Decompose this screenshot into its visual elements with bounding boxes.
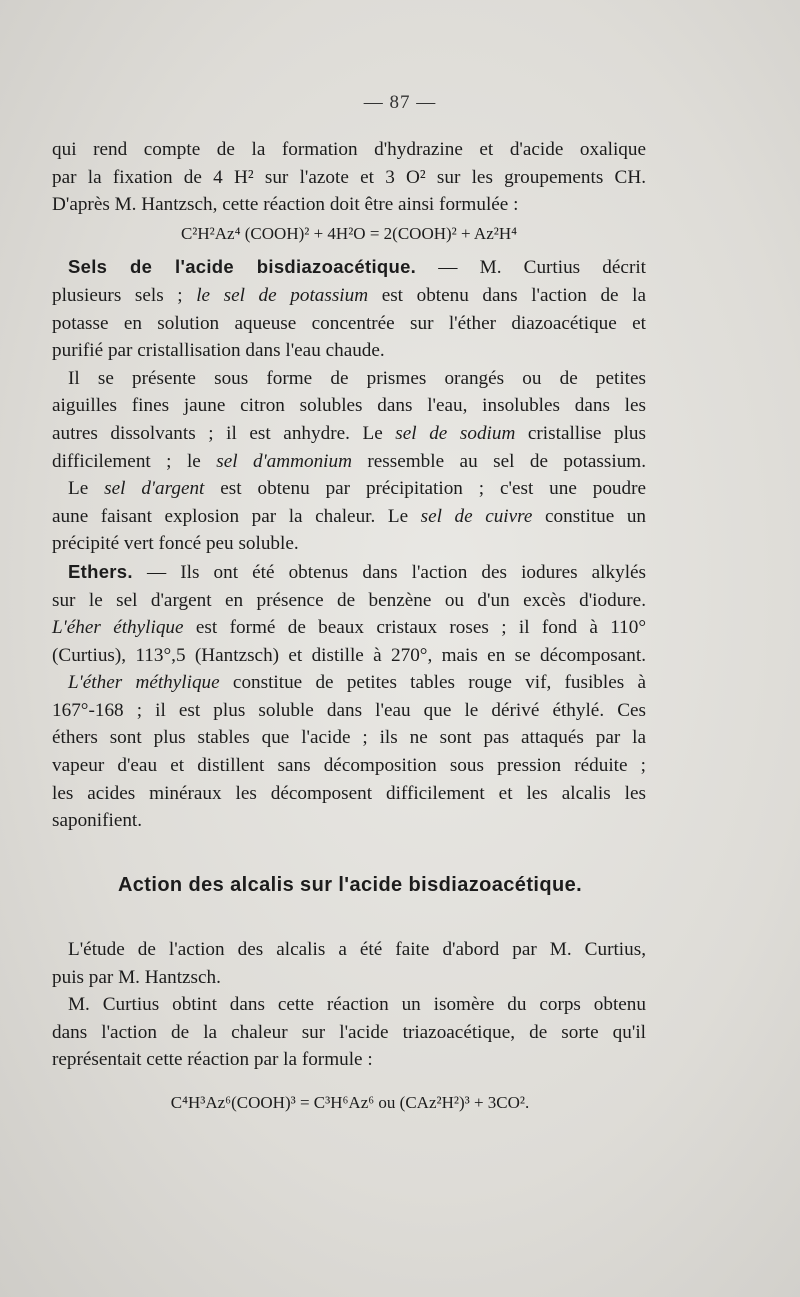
text-line: puis par M. Hantzsch. <box>52 966 221 988</box>
text-line: M. Curtius obtint dans cette réaction un isomère du corps obtenu <box>68 994 646 1016</box>
text-line: (Curtius), 113°,5 (Hantzsch) et distille à 270°, mais en se décomposant. <box>52 644 646 666</box>
text-line: aune faisant explosion par la chaleur. Le sel de cuivre constitue un <box>52 505 647 527</box>
text-line: autres dissolvants ; il est anhydre. Le sel de sodium cristallise plus <box>52 422 646 444</box>
text-line: potasse en solution aqueuse concentrée sur l'éther diazoacétique et <box>52 312 646 334</box>
text-line: purifié par cristallisation dans l'eau chaude. <box>52 340 385 362</box>
text-block-action <box>52 936 646 1074</box>
formula-hydrazine: C²H²Az⁴ (COOH)² + 4H²O = 2(COOH)² + Az²H⁴ <box>180 223 518 243</box>
text-line: qui rend compte de la formation d'hydrazine et d'acide oxalique <box>52 139 646 160</box>
text-line: D'après M. Hantzsch, cette réaction doit être ainsi formulée : <box>52 194 519 216</box>
page-number: — 87 — <box>363 92 437 113</box>
text-line: L'éther méthylique constitue de petites tables rouge vif, fusibles à <box>68 672 646 694</box>
text-line: 167°-168 ; il est plus soluble dans l'eau que le dérivé éthylé. Ces <box>52 699 646 721</box>
text-line: Le sel d'argent est obtenu par précipitation ; c'est une poudre <box>68 478 647 500</box>
text-line: vapeur d'eau et distillent sans décomposition sous pression réduite ; <box>52 755 646 777</box>
text-line: sur le sel d'argent en présence de benzène ou d'un excès d'iodure. <box>52 589 646 611</box>
section-heading-sels: Sels de l'acide bisdiazoacétique. <box>68 256 417 278</box>
sels-first-line: Sels de l'acide bisdiazoacétique. — M. Curtius décrit <box>68 256 646 279</box>
formula-isomere: C⁴H³Az⁶(COOH)³ = C³H⁶Az⁶ ou (CAz²H²)³ + 3CO². <box>170 1093 530 1112</box>
text-line: les acides minéraux les décomposent difficilement et les alcalis les <box>52 782 646 804</box>
text-block-main <box>52 136 646 835</box>
text-line: plusieurs sels ; le sel de potassium est obtenu dans l'action de la <box>52 284 647 306</box>
text-line: aiguilles fines jaune citron solubles dans l'eau, insolubles dans les <box>52 395 646 417</box>
text-line: L'éher éthylique est formé de beaux cristaux roses ; il fond à 110° <box>52 617 647 639</box>
section-title-action-alcalis: Action des alcalis sur l'acide bisdiazoacétique. <box>117 874 583 896</box>
text-line: L'étude de l'action des alcalis a été faite d'abord par M. Curtius, <box>68 939 646 960</box>
text-line: saponifient. <box>52 810 143 832</box>
ethers-first-line: Ethers. — Ils ont été obtenus dans l'action des iodures alkylés <box>68 560 647 583</box>
section-heading-ethers: Ethers. <box>68 560 133 582</box>
text-line: par la fixation de 4 H² sur l'azote et 3 O² sur les groupements CH. <box>52 166 646 188</box>
text-line: éthers sont plus stables que l'acide ; ils ne sont pas attaqués par la <box>52 727 646 749</box>
text-line: difficilement ; le sel d'ammonium ressemble au sel de potassium. <box>52 450 647 472</box>
text-line: représentait cette réaction par la formule : <box>52 1049 373 1071</box>
text-line: précipité vert foncé peu soluble. <box>52 533 299 555</box>
text-line: Il se présente sous forme de prismes orangés ou de petites <box>68 367 646 389</box>
text-line: dans l'action de la chaleur sur l'acide triazoacétique, de sorte qu'il <box>52 1021 646 1043</box>
